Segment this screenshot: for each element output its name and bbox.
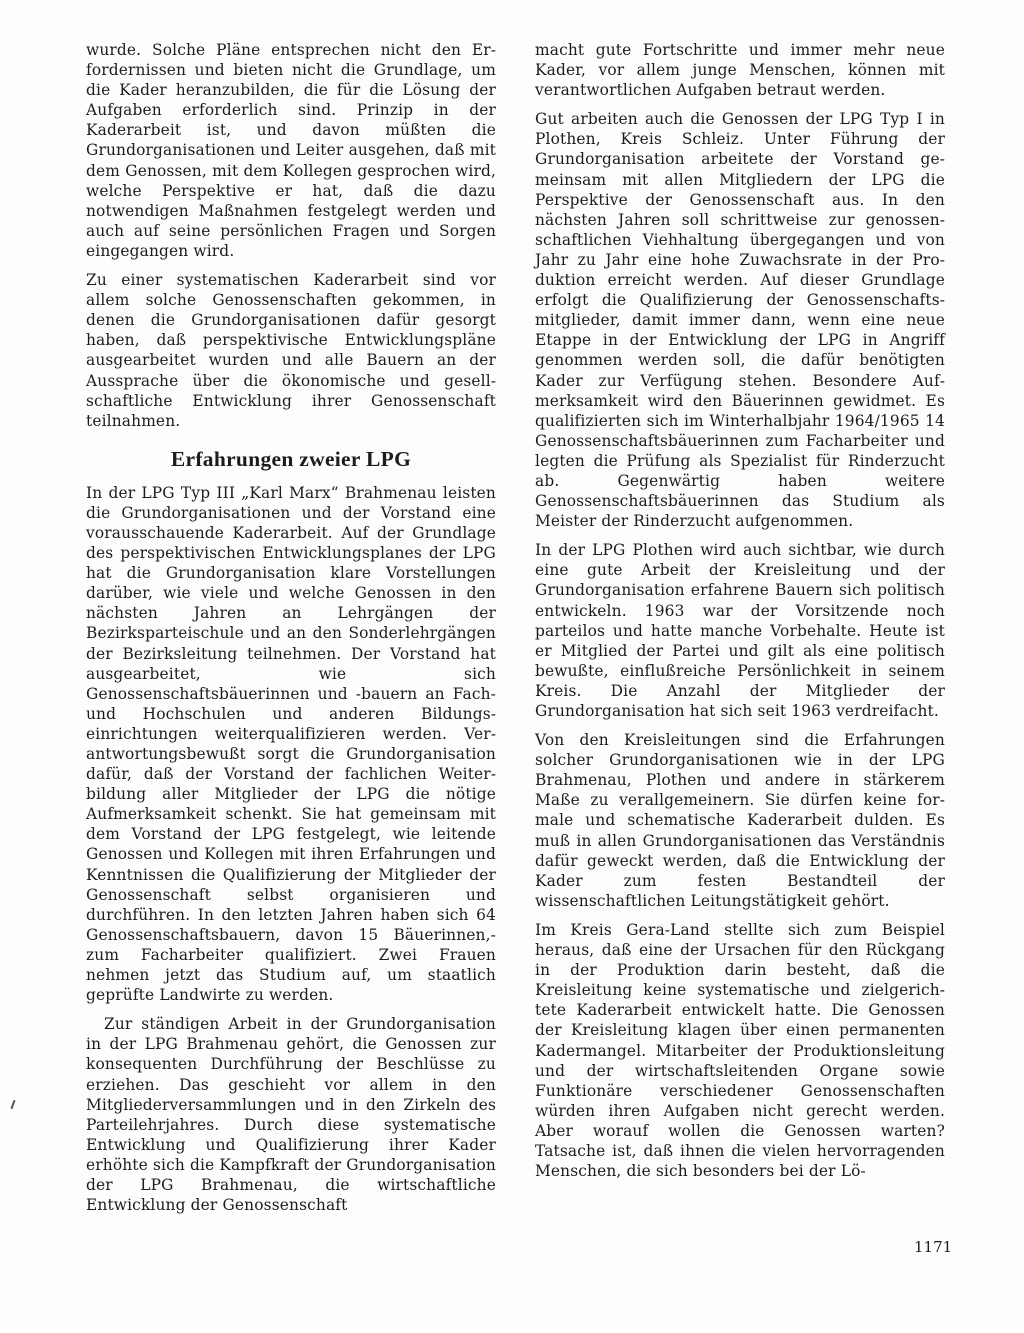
paragraph: Zur ständigen Arbeit in der Grundorganisation in der LPG Brahmenau gehört, die Genossen zur konsequenten Durchführung der Beschlüsse zu erziehen. Das geschieht vor allem in den Mitgliederversammlungen und in den Zirkeln des Parteilehrjahres. Durch diese systematische Entwicklung und Qualifizierung ihrer Kader erhöhte sich die Kampfkraft der Grundorganisation der LPG Brahmenau, die wirtschaftliche Entwicklung der Genossenschaft [86, 1015, 496, 1215]
paragraph: wurde. Solche Pläne entsprechen nicht den Erfordernissen und bieten nicht die Grundlage, um die Kader heranzubilden, die für die Lösung der Aufgaben erforderlich sind. Prinzip in der Kaderarbeit ist, und davon müßten die Grundorganisationen und Leiter ausgehen, daß mit dem Genossen, mit dem Kollegen gesprochen wird, welche Perspektive er hat, daß die dazu notwendigen Maßnahmen festgelegt werden und auch auf seine persönlichen Fragen und Sorgen eingegangen wird. [86, 41, 496, 260]
paragraph: In der LPG Typ III „Karl Marx“ Brahmenau leisten die Grundorganisationen und der Vorstand eine vorausschauende Kaderarbeit. Auf der Grundlage des perspektivischen Entwicklungsplanes der LPG hat die Grundorganisation klare Vorstellungen darüber, wie viele und welche Genossen in den nächsten Jahren an Lehrgängen der Bezirksparteischule und an den Sonderlehrgängen der Bezirksleitung teilnehmen. Der Vorstand hat ausgearbeitet, wie sich Genossenschaftsbäuerinnen und -bauern an Fach- und Hochschulen und anderen Bildungseinrichtungen weiterqualifizieren werden. Verantwortungsbewußt sorgt die Grundorganisation dafür, daß der Vorstand der fachlichen Weiterbildung aller Mitglieder der LPG die nötige Aufmerksamkeit schenkt. Sie hat gemeinsam mit dem Vorstand der LPG festgelegt, wie leitende Genossen und Kollegen mit ihren Erfahrungen und Kenntnissen die Qualifizierung der Mitglieder der Genossenschaft selbst organisieren und durchführen. In den letzten Jahren haben sich 64 Genossenschaftsbauern, davon 15 Bäuerinnen,- zum Facharbeiter qualifiziert. Zwei Frauen nehmen jetzt das Studium auf, um staatlich geprüfte Landwirte zu werden. [86, 483, 496, 1005]
paragraph: macht gute Fortschritte und immer mehr neue Kader, vor allem junge Menschen, können mit verantwortlichen Aufgaben betraut werden. [535, 41, 945, 100]
paragraph: Von den Kreisleitungen sind die Erfahrungen solcher Grundorganisationen wie in der LPG Brahmenau, Plothen und andere in stärkerem Maße zu verallgemeinern. Sie dürfen keine formale und schematische Kaderarbeit dulden. Es muß in allen Grundorganisationen das Verständnis dafür geweckt werden, daß die Entwicklung der Kader zum festen Bestandteil der wissenschaftlichen Leitungstätigkeit gehört. [535, 731, 945, 910]
right-column [535, 40, 945, 1190]
paragraph: Zu einer systematischen Kaderarbeit sind vor allem solche Genossenschaften gekommen, in denen die Grundorganisationen dafür gesorgt haben, daß perspektivische Entwicklungspläne ausgearbeitet wurden und alle Bauern an der Aussprache über die ökonomische und gesellschaftliche Entwicklung ihrer Genossenschaft teilnahmen. [86, 271, 496, 430]
paragraph: Im Kreis Gera-Land stellte sich zum Beispiel heraus, daß eine der Ursachen für den Rückgang in der Produktion darin besteht, daß die Kreisleitung keine systematische und zielgerichtete Kaderarbeit entwickelt hatte. Die Genossen der Kreisleitung klagen über einen permanenten Kadermangel. Mitarbeiter der Produktionsleitung und der wirtschaftsleitenden Organe sowie Funktionäre verschiedener Genossenschaften würden ihren Aufgaben nicht gerecht werden. Aber worauf wollen die Genossen warten? Tatsache ist, daß ihnen die vielen hervorragenden Menschen, die sich besonders bei der Lö- [535, 920, 945, 1181]
paragraph: In der LPG Plothen wird auch sichtbar, wie durch eine gute Arbeit der Kreisleitung und der Grundorganisation erfahrene Bauern sich politisch entwickeln. 1963 war der Vorsitzende noch parteilos und hatte manche Vorbehalte. Heute ist er Mitglied der Partei und gilt als eine politisch bewußte, einflußreiche Persönlichkeit in seinem Kreis. Die Anzahl der Mitglieder der Grundorganisation hat sich seit 1963 verdreifacht. [535, 541, 945, 720]
section-heading: Erfahrungen zweier LPG [170, 446, 412, 471]
paragraph: Gut arbeiten auch die Genossen der LPG Typ I in Plothen, Kreis Schleiz. Unter Führung der Grundorganisation arbeitete der Vorstand gemeinsam mit allen Mitgliedern der LPG die Perspektive der Genossenschaft aus. In den nächsten Jahren soll schrittweise zur genossenschaftlichen Viehhaltung übergegangen und von Jahr zu Jahr eine hohe Zuwachsrate in der Produktion erreicht werden. Auf dieser Grundlage erfolgt die Qualifizierung der Genossenschaftsmitglieder, damit immer dann, wenn eine neue Etappe in der Entwicklung der LPG in Angriff genommen werden soll, die dafür benötigten Kader zur Verfügung stehen. Besondere Aufmerksamkeit wird den Bäuerinnen gewidmet. Es qualifizierten sich im Winterhalbjahr 1964/1965 14 Genossenschaftsbäuerinnen zum Facharbeiter und legten die Prüfung als Spezialist für Rinderzucht ab. Gegenwärtig haben weitere Genossenschaftsbäuerinnen das Studium als Meister der Rinderzucht aufgenommen. [535, 110, 945, 531]
scan-mark [11, 1100, 16, 1109]
left-column [86, 40, 496, 1224]
page-number: 1171 [914, 1238, 953, 1256]
